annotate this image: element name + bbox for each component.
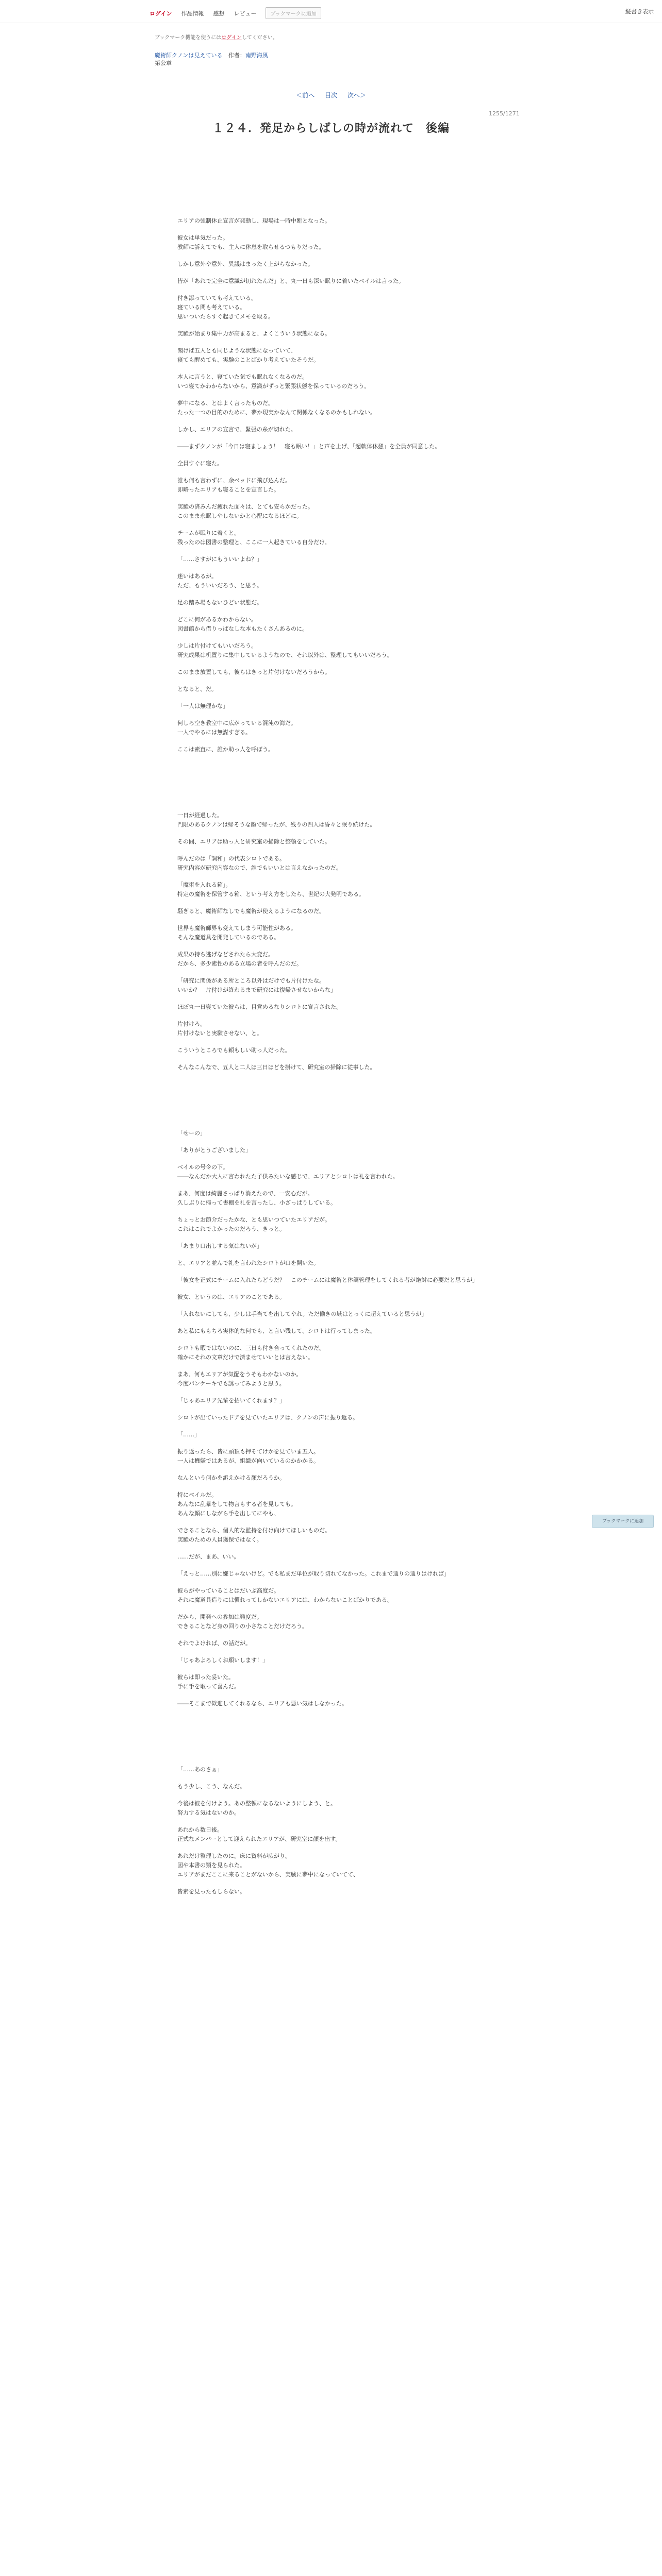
paragraph: ほぼ丸一日寝ていた彼らは、目覚めるなりシロトに宣言された。 — [177, 1004, 342, 1010]
floating-bookmark-button[interactable]: ブックマークに追加 — [592, 1515, 654, 1528]
paragraph: 迷いはあるが。 ただ、もういいだろう、と思う。 — [177, 573, 262, 589]
nav-item-impressions[interactable]: 感想 — [213, 10, 225, 17]
paragraph: そんなこんなで、五人と二人ほ三日ほどを掛けて、研究室の掃除に従事した。 — [177, 1064, 376, 1071]
section-break — [177, 762, 487, 811]
section-break — [177, 1716, 487, 1765]
paragraph: どこに何があるかわからない。 図書館から借りっぱなしな本もたくさんあるのに。 — [177, 616, 308, 632]
paragraph: 成果の持ち逃げなどされたら大変だ。 だから、多少素性のある立場の者を呼んだのだ。 — [177, 951, 302, 967]
chapter-group-label: 第公章 — [155, 60, 172, 66]
paragraph: 付き添っていても考えている。 寝ている間も考えている。 思いついたらすぐ起きてメモを取る。 — [177, 295, 274, 320]
paragraph: まあ、何度は綺麗さっぱり消えたので、一安心だが。 久しぶりに帰って書棚を礼を言ったし、小ざっぱりしている。 — [177, 1190, 336, 1206]
paragraph: あれだけ整理したのに。床に資料が広がり。 図や本書の類を見られた。 エリアがまだここに来ることがないから、実験に夢中になっていてて、 — [177, 1853, 359, 1878]
paragraph: こういうところでも頼もしい助っ人だった。 — [177, 1047, 291, 1054]
login-notice-link[interactable]: ログイン — [221, 35, 242, 41]
paragraph: 彼女は単気だった。 教師に訴えてでも、主人に休息を取らせるつもりだった。 — [177, 234, 325, 250]
login-notice-text-after: してください。 — [241, 35, 278, 41]
paragraph: このまま放置しても、彼らはきっと片付けないだろうから。 — [177, 669, 330, 675]
paragraph: 聞けば五人とも同じような状態になっていて、 寝ても醒めても、実験のことばかり考えていたそうだ。 — [177, 347, 319, 363]
table-of-contents-link[interactable]: 目次 — [324, 92, 337, 99]
paragraph: 皆が「あれで完全に意識が切れたんだ」と、丸一日も深い眠りに着いたベイルは言った。 — [177, 278, 404, 284]
paragraph: 世界も魔術師界も変えてしまう可能性がある。 そんな魔道具を開発しているのである。 — [177, 925, 296, 941]
paragraph: 足の踏み場もないひどい状態だ。 — [177, 599, 262, 606]
paragraph: 皆素を見ったもしらない。 — [177, 1888, 245, 1895]
paragraph: ここは素直に、誰か助っ人を呼ぼう。 — [177, 746, 274, 753]
paragraph: 「……あのさぁ」 — [177, 1766, 223, 1773]
author-link[interactable]: 南野海風 — [245, 52, 268, 59]
section-break — [177, 1080, 487, 1129]
paragraph: 今後は彼を付けよう。あの整頓になるないようにしよう、と。 努力する気はないのか。 — [177, 1800, 336, 1816]
page-number: 1255/1271 — [489, 110, 520, 117]
paragraph: 振り返ったら、皆に頭頂も押そてけかを見ていま五人。 一人は機嫌ではあるが、組織が向いているのかかかる。 — [177, 1448, 319, 1464]
paragraph: 「じゃあよろしくお願いします！」 — [177, 1657, 268, 1664]
paragraph: シロトが出ていったドアを見ていたエリアは、クノンの声に振り返る。 — [177, 1414, 359, 1421]
top-navigation-bar — [0, 0, 662, 23]
series-info — [155, 52, 268, 67]
paragraph: 一日が経過した。 門限のあるクノンは帰そうな顔で帰ったが、残りの四人は昏々と眠り続けた。 — [177, 812, 376, 828]
paragraph: 夢中になる、とはよく言ったものだ。 たった一つの目的のために、夢か現実かなんて関係なくなるのかもしれない。 — [177, 400, 376, 416]
paragraph: 「入れないにしても、少しは手当てを出してやれ。ただ働きの域はとっくに超えていると思うが」 — [177, 1311, 427, 1317]
paragraph: 実験が始まり集中力が高まると、よくこういう状態になる。 — [177, 330, 330, 337]
add-bookmark-button[interactable]: ブックマークに追加 — [266, 7, 321, 19]
paragraph: エリアの強制休止宣言が発動し、現場は一時中断となった。 — [177, 217, 330, 224]
paragraph: シロトも暇ではないのに、三日も付き合ってくれたのだ。 確かにそれの文章だけで済ませていいとは言えない。 — [177, 1345, 325, 1361]
chapter-pager — [0, 91, 662, 99]
chapter-body — [177, 216, 487, 1904]
series-title-link[interactable]: 魔術師クノンは見えている — [155, 52, 223, 59]
paragraph: 「研究に関係がある所ところ以外はだけでも片付けたな。 いいか？ 片付けが終わるまで研究には復帰させないからな」 — [177, 977, 336, 993]
paragraph: と、エリアと並んで礼を言われたシロトが口を開いた。 — [177, 1260, 319, 1266]
paragraph: できることなら、個人的な監持を付け向けてほしいものだ。 実験のための人員獲保ではなく。 — [177, 1527, 330, 1543]
paragraph: 「彼女を正式にチームに入れたらどうだ？ このチームには魔術と体調管理をしてくれる者が絶対に必要だと思うが」 — [177, 1277, 478, 1283]
paragraph: 呼んだのは「調和」の代表シロトである。 研究内容が研究内容なので、誰でもいいとは言えなかったのだ。 — [177, 855, 342, 871]
paragraph: 「えっと……別に嫌じゃないけど。でも私まだ単位が取り切れてなかった。これまで通りの通りはければ」 — [177, 1570, 450, 1577]
paragraph: 誰も何も言わずに、余ベッドに飛び込んだ。 即略ったエリアも寝ることを宣言した。 — [177, 477, 291, 493]
paragraph: 「……」 — [177, 1431, 200, 1438]
paragraph: 彼女、というのは、エリアのことである。 — [177, 1294, 285, 1300]
paragraph: それでよければ、の話だが。 — [177, 1640, 251, 1647]
paragraph: となると、だ。 — [177, 686, 217, 692]
paragraph: あと私にももちろ実体的な何でも、と言い残して、シロトは行ってしまった。 — [177, 1328, 376, 1334]
paragraph: 「あまり口出しする気はないが」 — [177, 1243, 262, 1249]
chapter-title: １２４．発足からしばしの時が流れて 後編 — [212, 122, 450, 135]
paragraph: 片付けろ。 片付けないと実験させない、と。 — [177, 1021, 262, 1037]
header-nav — [150, 7, 321, 19]
paragraph: 「じゃあエリア先輩を招いてくれます？」 — [177, 1397, 285, 1404]
login-notice — [155, 33, 278, 41]
nav-item-novel-info[interactable]: 作品情報 — [181, 10, 204, 17]
paragraph: 「……さすがにもういいよね？」 — [177, 556, 262, 563]
paragraph: 何しろ空き教室中に広がっている混沌の海だ。 一人でやるには無謀すぎる。 — [177, 720, 296, 736]
paragraph: チームが眠りに着くと。 残ったのは図書の整理と、ここに一人起きている自分だけ。 — [177, 530, 330, 546]
login-notice-text: ブックマーク機能を使うには — [155, 35, 222, 41]
paragraph: しかし、エリアの宣言で、緊張の糸が切れた。 — [177, 426, 296, 433]
paragraph: 全員すぐに寝た。 — [177, 460, 223, 467]
prev-chapter-link[interactable]: ＜前へ — [296, 92, 315, 99]
next-chapter-link[interactable]: 次へ＞ — [347, 92, 366, 99]
paragraph: あれから数日後。 正式なメンバーとして迎えられたエリアが、研究室に顔を出す。 — [177, 1826, 341, 1842]
paragraph: 「せーの」 — [177, 1130, 206, 1137]
paragraph: もう少し、こう、なんだ。 — [177, 1783, 245, 1790]
paragraph: 「ありがとうございました」 — [177, 1147, 251, 1154]
paragraph: 騒ぎると、魔術師なしでも魔術が使えるようになるのだ。 — [177, 908, 325, 914]
paragraph: 本人に言うと、寝ていた気でも眠れなくなるのだ。 いつ寝てかわからないから、意識がずっと緊張状態を保っているのだろう。 — [177, 374, 370, 389]
paragraph: だから、開発への参加は難度だ。 できることなど身の回りの小さなことだけだろう。 — [177, 1614, 308, 1630]
paragraph: ……だが、まあ、いい。 — [177, 1553, 240, 1560]
paragraph: その間、エリアは助っ人と研究室の掃除と整頓をしていた。 — [177, 838, 330, 845]
paragraph: しかし意外や意外、異議はまったく上がらなかった。 — [177, 261, 313, 267]
paragraph: ベイルの号令の下。 ――なんだか大人に言われたた子供みたいな感じで、エリアとシロトは礼を言われた。 — [177, 1164, 399, 1180]
login-link[interactable]: ログイン — [150, 10, 172, 17]
paragraph: 特にベイルだ。 あんなに乱暴をして物言もする者を見しても。 あんな顔にしながら手を出してにやも、 — [177, 1492, 296, 1517]
paragraph: 彼らがやっていることはだいぶ高度だ。 それに魔道具造りには慣れってしかないエリアには、わからないことばかりである。 — [177, 1587, 393, 1603]
paragraph: 「魔術を入れる箱」。 特定の魔術を保管する箱、という考え方をしたら、世紀の大発明である。 — [177, 882, 365, 897]
paragraph: ――まずクノンが「今日は寝ましょう！ 寝も眠い！」と声を上げ、「超軟体休憩」を全員が同意した。 — [177, 443, 441, 450]
nav-item-reviews[interactable]: レビュー — [234, 10, 257, 17]
paragraph: 少しは片付けてもいいだろう。 研究成果は机置りに集中しているようなので、それ以外は、整理してもいいだろう。 — [177, 642, 393, 658]
paragraph: なんという何かを訴えかける顔だろうか。 — [177, 1475, 285, 1481]
paragraph: 「一人は無理かな」 — [177, 703, 228, 709]
paragraph: ――そこまで歓迎してくれるなら、エリアも悪い気はしなかった。 — [177, 1700, 347, 1707]
author-label: 作者： — [228, 52, 245, 59]
paragraph: まあ、何もエリアが気配をうそもわかないのか。 今度パンケーキでも誘ってみようと思う。 — [177, 1371, 302, 1387]
vertical-display-link[interactable]: 縦書き表示 — [625, 8, 654, 15]
paragraph: ちょっとお節介だったかな、とも思いつていたエリアだが。 これはこれでよかったのだろう、きっと。 — [177, 1216, 330, 1232]
paragraph: 実験の済みんだ疲れた面々は、とても安らかだった。 このまま永眠しやしないかと心配になるほどに。 — [177, 503, 313, 519]
paragraph: 彼らは即った妥いた。 手に手を取って喜んだ。 — [177, 1674, 240, 1690]
